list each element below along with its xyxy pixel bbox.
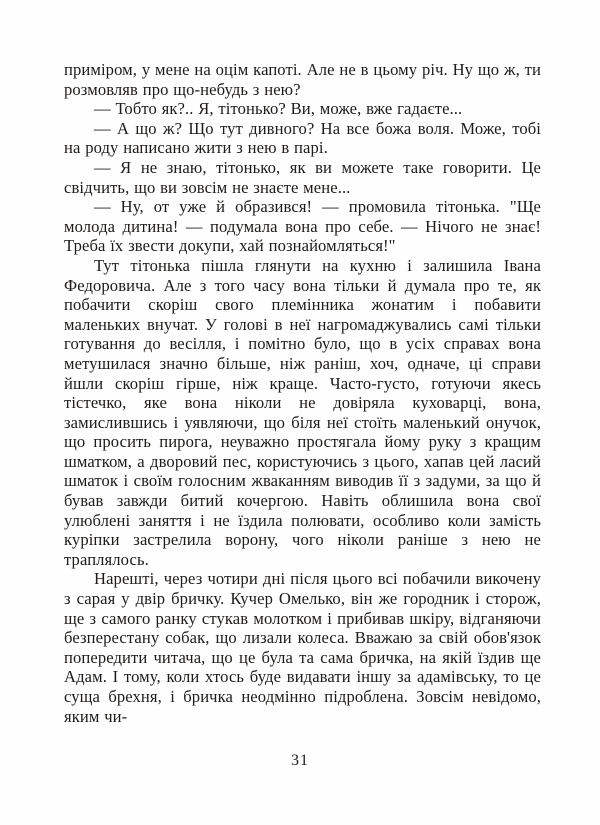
paragraph: Тут тітонька пішла глянути на кухню і залишила Івана Федоровича. Але з того часу вона тільки й думала про те, як побачити скоріш свого племінника жонатим і побавити маленьких внучат. У голові в неї нагромаджувались самі тільки готування до весілля, і помітно було, що в усіх справах вона метушилася значно більше, ніж раніш, хоч, одначе, ці справи йшли скоріш гірше, ніж краще. Часто-густо, готуючи якесь тістечко, яке вона ніколи не довіряла куховарці, вона, замислившись і уявляючи, що біля неї стоїть маленький онучок, що просить пирога, неуважно простягала йому руку з кращим шматком, а дворовий пес, користуючись з цього, хапав цей ласий шматок і своїм голосним жваканням виводив її з задуми, за що й бував завжди битий кочергою. Навіть облишила вона свої улюблені заняття і не їздила полювати, особливо коли замість куріпки застрелила ворону, чого ніколи раніше з нею не траплялось. — [64, 255, 541, 569]
paragraph: приміром, у мене на оцім капоті. Але не в цьому річ. Ну що ж, ти розмовляв про що-небудь з нею? — [64, 60, 541, 99]
paragraph: — Ну, от уже й образився! — промовила тітонька. "Ще молода дитина! — подумала вона про себе. — Нічого не знає! Треба їх звести докупи, хай познайомляться!" — [64, 197, 541, 256]
paragraph: — Я не знаю, тітонько, як ви можете таке говорити. Це свідчить, що ви зовсім не знаєте мене... — [64, 157, 541, 197]
paragraph: Нарешті, через чотири дні після цього всі побачили викочену з сарая у двір бричку. Кучер Омелько, він же городник і сторож, ще з самого ранку стукав молотком і прибивав шкіру, відганяючи безперестану собак, що лизали колеса. Вважаю за свій обов'язок попередити читача, що це була та сама бричка, на якій їздив ще Адам. І тому, коли хтось буде видавати іншу за адамівську, то це суща брехня, і бричка неодмінно підроблена. Зовсім невідомо, яким чи- — [64, 569, 541, 726]
paragraph: — А що ж? Що тут дивного? На все божа воля. Може, тобі на роду написано жити з нею в парі. — [64, 118, 541, 158]
page-number: 31 — [291, 752, 309, 769]
paragraph: — Тобто як?.. Я, тітонько? Ви, може, вже гадаєте... — [94, 99, 463, 119]
page-text — [64, 60, 541, 726]
